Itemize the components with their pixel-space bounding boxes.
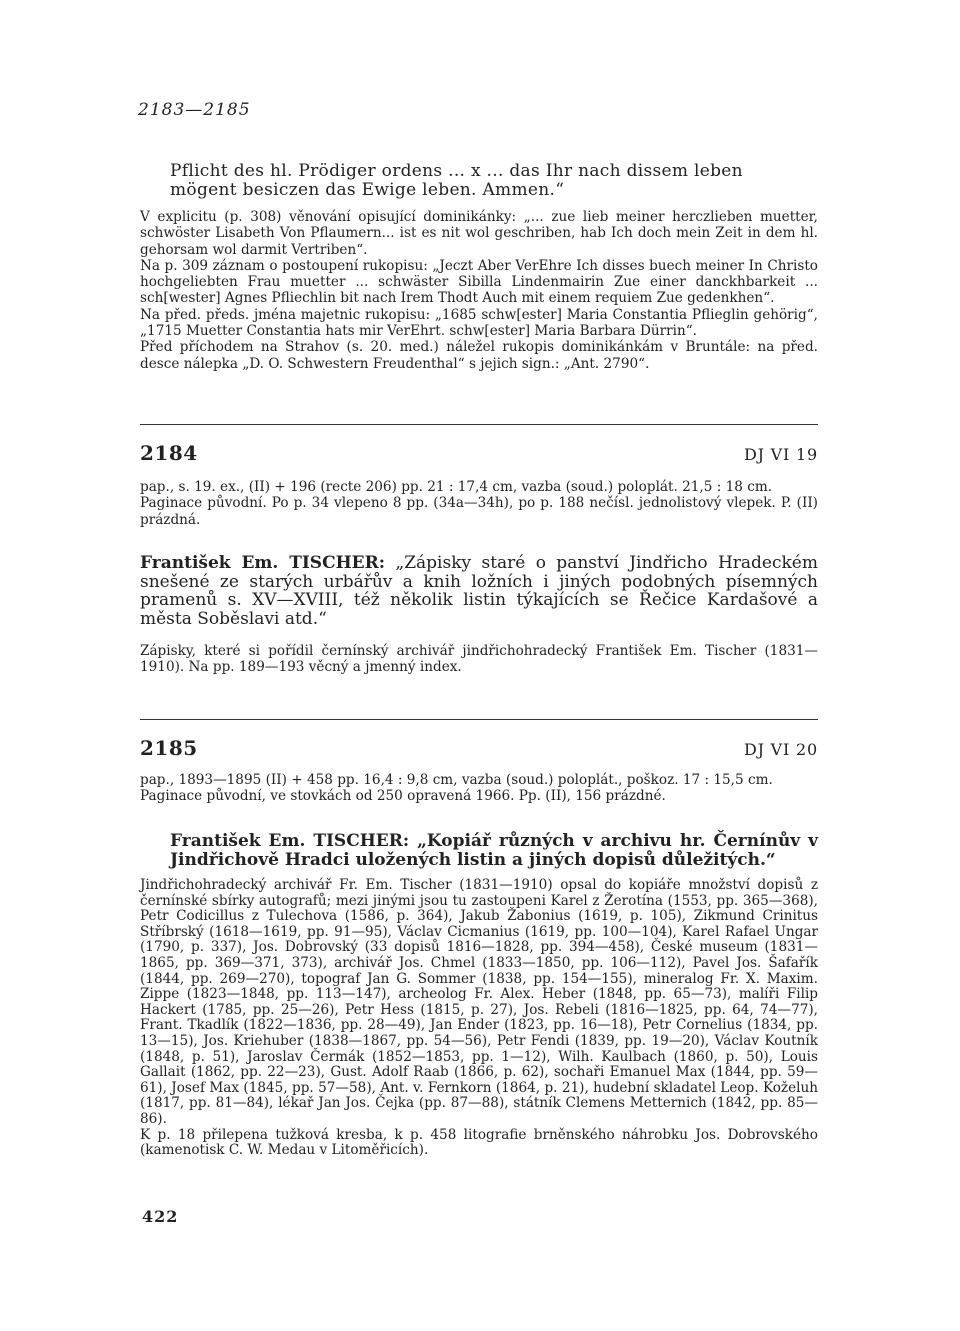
note-provenance: Před příchodem na Strahov (s. 20. med.) náležel rukopis dominikánkám v Bruntále: na před. desce nálepka „D. O. Schwestern Freudenthal“ s jejich sign.: „Ant. 2790“. xyxy=(140,339,818,372)
pagination-note: Paginace původní, ve stovkách od 250 opravená 1966. Pp. (II), 156 prázdné. xyxy=(140,788,666,805)
entry-2184-note-block xyxy=(140,643,818,676)
entry-2185-description xyxy=(140,772,818,805)
physical-description: pap., 1893—1895 (II) + 458 pp. 16,4 : 9,8 cm, vazba (soud.) poloplát., poškoz. 17 : 15,5 cm. xyxy=(140,772,773,788)
running-head: 2183—2185 xyxy=(138,100,251,120)
attachment-note: K p. 18 přilepena tužková kresba, k p. 458 litografie brněnského náhrobku Jos. Dobrovského (kamenotisk C. W. Medau v Litoměřicích). xyxy=(140,1126,818,1159)
entry-number: 2184 xyxy=(140,441,198,465)
note-owners: Na před. předs. jména majetnic rukopisu: „1685 schw[ester] Maria Constantia Pflieglin gehörig“, „1715 Muetter Constantia hats mir VerEhrt. schw[ester] Maria Barbara Dürrin“. xyxy=(140,306,818,340)
author-name: František Em. TISCHER: xyxy=(170,831,410,851)
page-number: 422 xyxy=(142,1207,179,1226)
entry-2185-title-block xyxy=(170,832,818,870)
prev-entry-notes xyxy=(140,209,818,372)
content-note: Zápisky, které si pořídil černínský archivář jindřichohradecký František Em. Tischer (1831—1910). Na pp. 189—193 věcný a jmenný index. xyxy=(140,643,818,676)
separator-rule xyxy=(140,719,818,720)
quote-line-1: Pflicht des hl. Prödiger ordens ... x ... das Ihr nach dissem leben xyxy=(170,161,743,181)
title-text: „Kopiář různých v archivu hr. Černínův v Jindřichově Hradci uložených listin a jiných dopisů důležitých.“ xyxy=(170,831,818,870)
entry-header-2185 xyxy=(140,736,818,760)
separator-rule xyxy=(140,424,818,425)
entry-number: 2185 xyxy=(140,736,198,760)
title-text: „Zápisky staré o panství Jindřicho Hradeckém snešené ze starých urbářův a knih ložních i jiných podobných písemných pramenů s. XV—XVIII, též několik listin týkajících se Řečice Kardašové a města Soběslavi atd.“ xyxy=(140,553,818,629)
shelf-signature: DJ VI 20 xyxy=(743,740,818,759)
entry-2184-title-block xyxy=(140,554,818,628)
content-note: Jindřichohradecký archivář Fr. Em. Tischer (1831—1910) opsal do kopiáře množství dopisů z černínské sbírky autografů; mezi jinými jsou tu zastoupeni Karel z Žerotína (1553, pp. 365—368), Petr Codicillus z Tulechova (1586, p. 364), Jakub Žabonius (1619, p. 105), Zikmund Crinitus Stříbrský (1618—1619, pp. 91—95), Václav Cicmanius (1619, pp. 100—104), Karel Rafael Ungar (1790, p. 337), Jos. Dobrovský (33 dopisů 1816—1828, pp. 394—458), České museum (1831—1865, pp. 369—371, 373), archivář Jos. Chmel (1833—1850, pp. 106—112), Pavel Jos. Šafařík (1844, pp. 269—270), topograf Jan G. Sommer (1838, pp. 154—155), mineralog Fr. X. Maxim. Zippe (1823—1848, pp. 113—147), archeolog Fr. Alex. Heber (1848, pp. 65—73), malíři Filip Hackert (1785, pp. 25—26), Petr Hess (1815, p. 27), Jos. Rebeli (1816—1825, pp. 64, 74—77), Frant. Tkadlík (1822—1836, pp. 28—49), Jan Ender (1823, pp. 16—18), Petr Cornelius (1834, pp. 13—15), Jos. Kriehuber (1838—1867, pp. 54—56), Petr Fendi (1839, pp. 19—20), Václav Koutník (1848, p. 51), Jaroslav Čermák (1852—1853, pp. 1—12), Wilh. Kaulbach (1860, p. 50), Louis Gallait (1862, pp. 22—23), Gust. Adolf Raab (1866, p. 62), sochaři Emanuel Max (1844, pp. 59—61), Josef Max (1845, pp. 57—58), Ant. v. Fernkorn (1864, p. 21), hudební skladatel Leop. Koželuh (1817, pp. 81—84), lékař Jan Jos. Čejka (pp. 87—88), státník Clemens Metternich (1842, pp. 85—86). xyxy=(140,877,818,1127)
note-explicit: V explicitu (p. 308) věnování opisující dominikánky: „... zue lieb meiner herczlieben muetter, schwöster Lisabeth Von Pflaumern... ist es nit wol geschriben, hab Ich doch mein Zeit in dem hl. gehorsam wol darmit Vertriben“. xyxy=(140,209,818,258)
entry-title xyxy=(140,554,818,628)
physical-description: pap., s. 19. ex., (II) + 196 (recte 206) pp. 21 : 17,4 cm, vazba (soud.) poloplát. 21,5 : 18 cm. xyxy=(140,479,773,495)
quote-line-2: mögent besiczen das Ewige leben. Ammen.“ xyxy=(170,180,565,200)
entry-header-2184 xyxy=(140,441,818,465)
entry-2184-description xyxy=(140,479,818,528)
pagination-note: Paginace původní. Po p. 34 vlepeno 8 pp. (34a—34h), po p. 188 nečísl. jednolistový vlepek. P. (II) prázdná. xyxy=(140,495,818,528)
shelf-signature: DJ VI 19 xyxy=(743,445,818,464)
note-transfer: Na p. 309 záznam o postoupení rukopisu: „Jeczt Aber VerEhre Ich disses buech meiner In Christo hochgeliebten Frau muetter ... schwäster Sibilla Lindenmairin Zue einer danckhbarkeit ... sch[wester] Agnes Pfliechlin bit nach Irem Thodt Auch mit einem requiem Zue gedenkhen“. xyxy=(140,257,818,307)
quote-block xyxy=(170,162,818,200)
author-name: František Em. TISCHER: xyxy=(140,553,386,573)
entry-2185-note-block xyxy=(140,878,818,1159)
entry-title xyxy=(170,832,818,870)
